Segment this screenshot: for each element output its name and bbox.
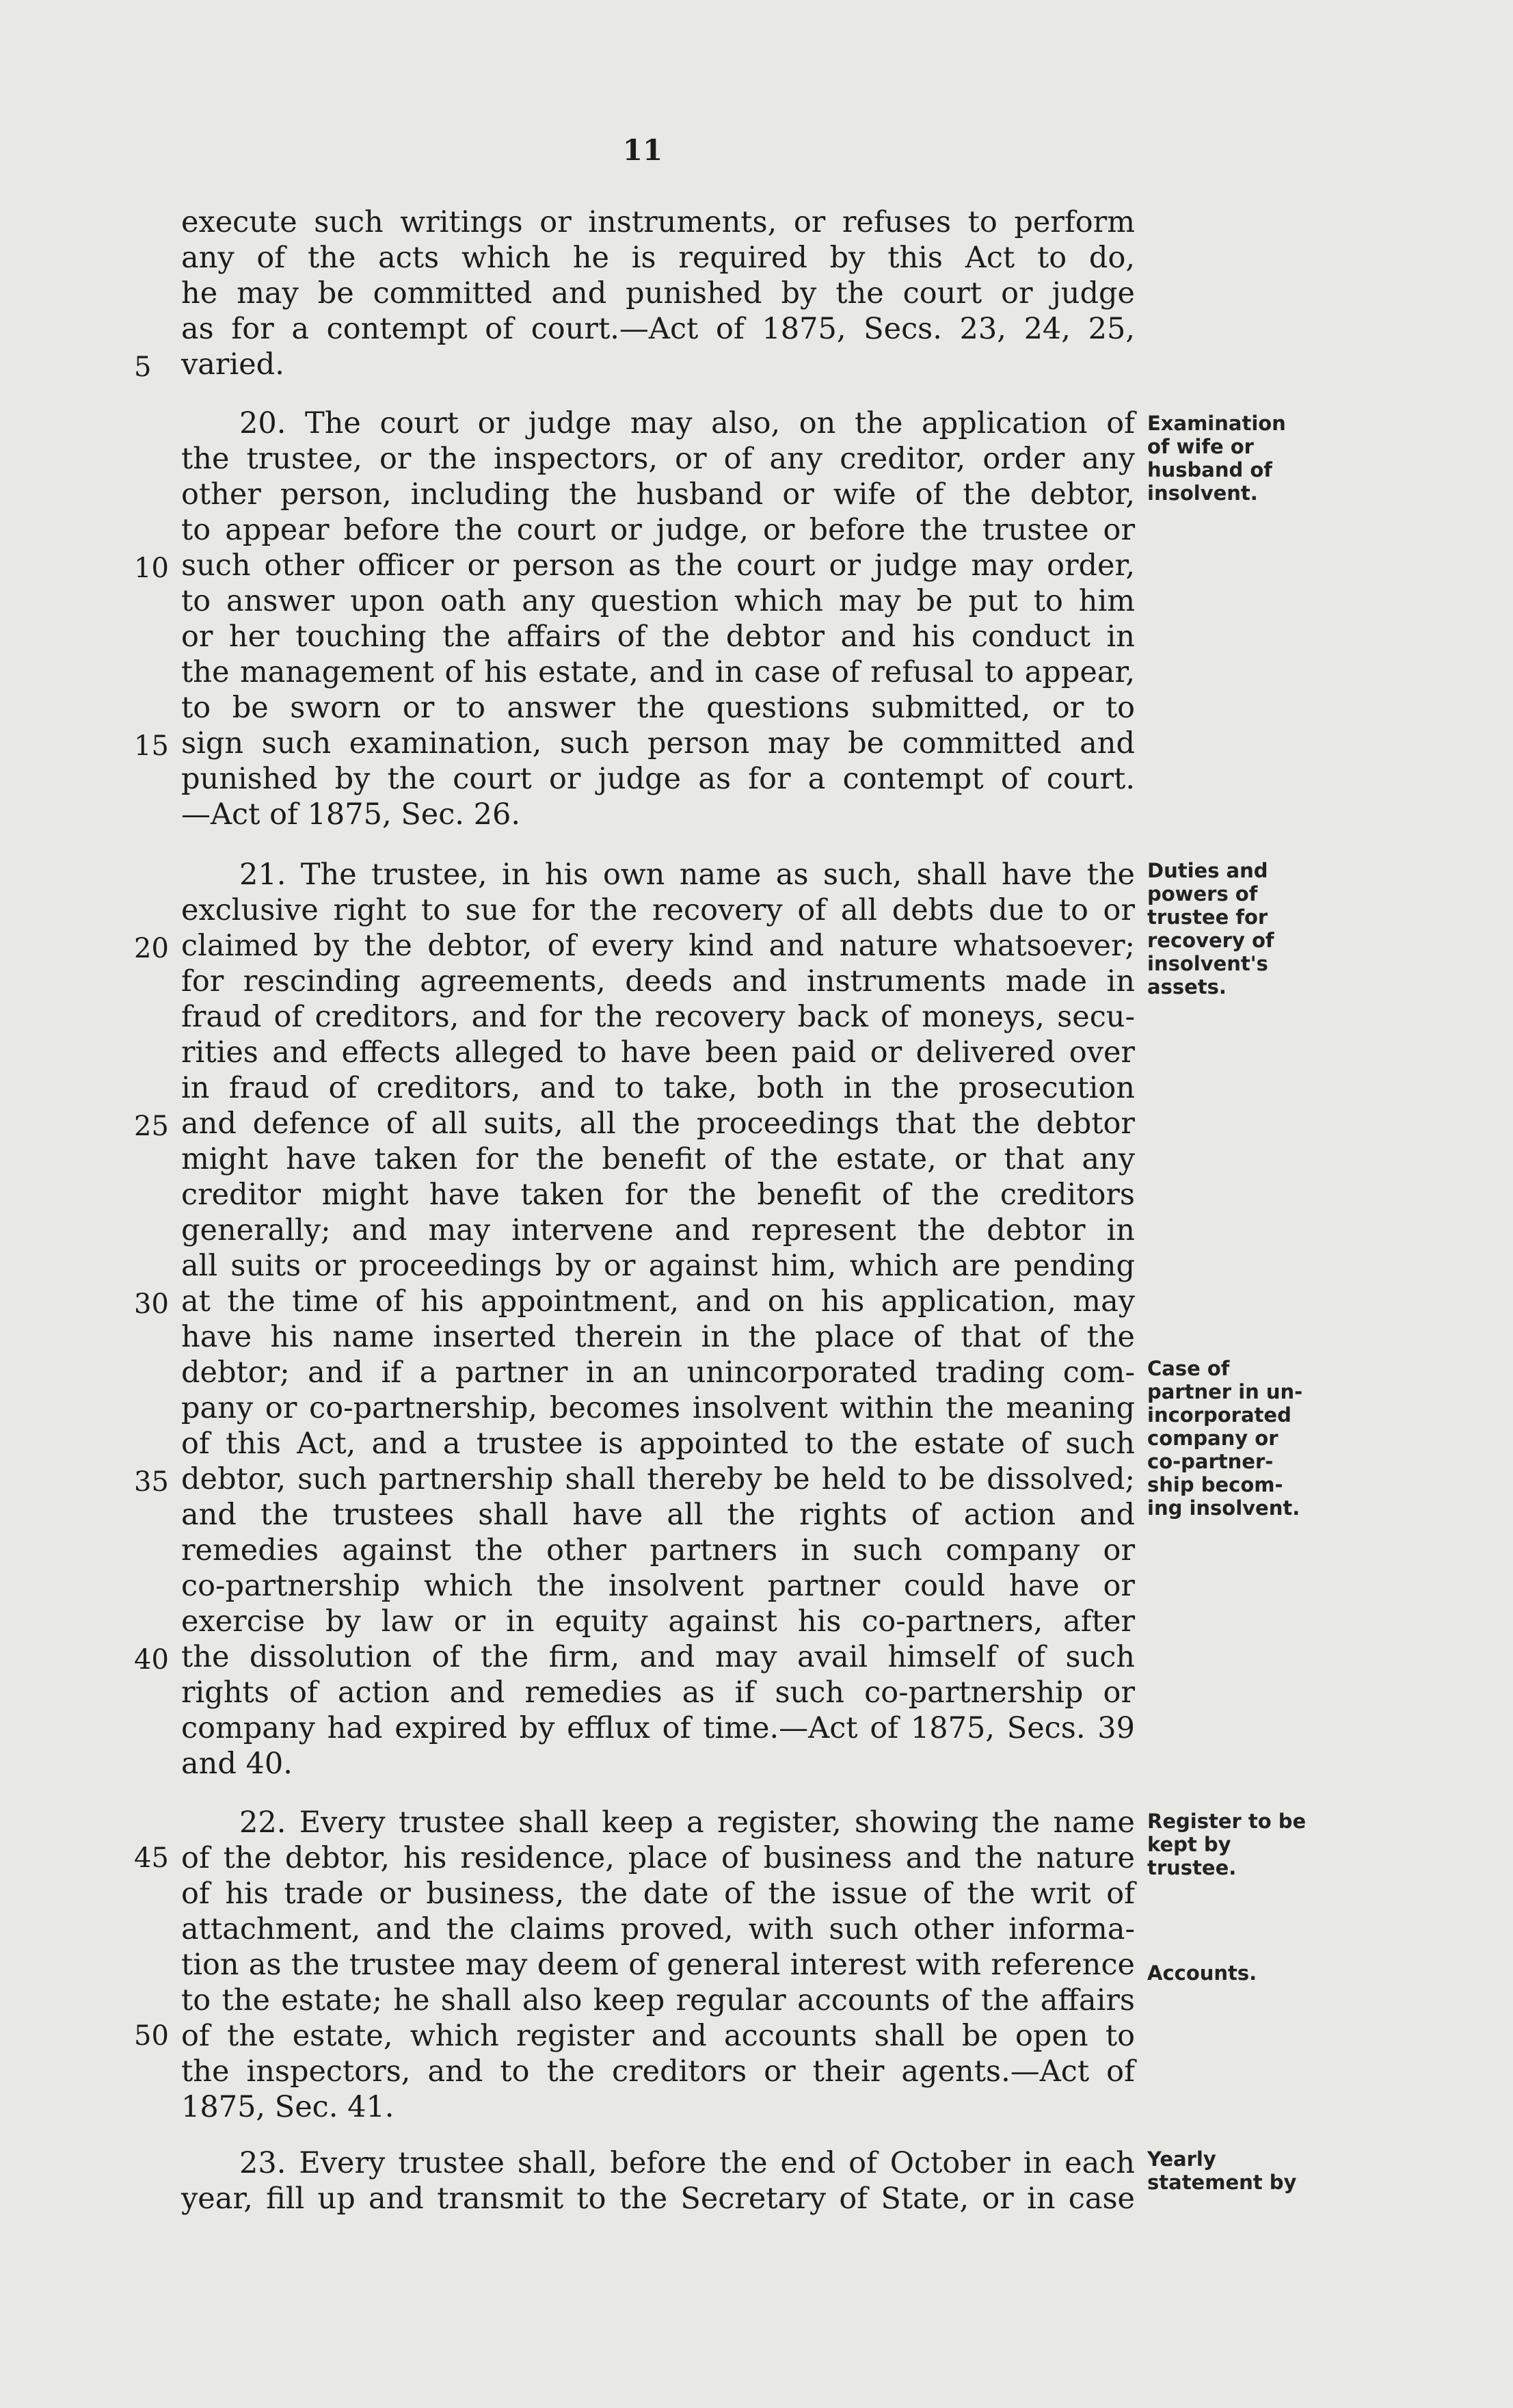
text-line: company had expired by efflux of time.—Act of 1875, Secs. 39 [181,1711,1135,1745]
text-line: to answer upon oath any question which may be put to him [181,584,1135,618]
section-22-first-line: 22. Every trustee shall keep a register, showing the name [239,1805,1135,1840]
text-line: in fraud of creditors, and to take, both in the prosecution [181,1071,1135,1105]
text-line: for rescinding agreements, deeds and instruments made in [181,964,1135,998]
section-20-first-line: 20. The court or judge may also, on the application of [239,406,1135,440]
text-line: he may be committed and punished by the court or judge [181,276,1135,310]
text-line: at the time of his appointment, and on his application, may [181,1284,1135,1319]
text-line: generally; and may intervene and represent the debtor in [181,1213,1135,1247]
line-number: 40 [134,1644,169,1676]
text-line: to the estate; he shall also keep regular accounts of the affairs [181,1983,1135,2017]
marginal-note-examination: Examination of wife or husband of insolvent. [1147,412,1286,505]
text-line: to appear before the court or judge, or before the trustee or [181,513,1135,547]
text-line: the management of his estate, and in case of refusal to appear, [181,655,1135,689]
text-line: 1875, Sec. 41. [181,2090,394,2124]
text-line: —Act of 1875, Sec. 26. [181,797,521,832]
text-line: rights of action and remedies as if such co-partnership or [181,1676,1135,1710]
text-line: sign such examination, such person may be committed and [181,726,1135,760]
marginal-note-register: Register to be kept by trustee. [1147,1810,1307,1879]
marginal-note-yearly: Yearly statement by [1147,2147,1297,2194]
text-line: debtor; and if a partner in an unincorporated trading com- [181,1355,1135,1390]
text-line: other person, including the husband or wife of the debtor, [181,477,1135,512]
text-line: of his trade or business, the date of the issue of the writ of [181,1877,1135,1911]
text-line: all suits or proceedings by or against him, which are pending [181,1249,1135,1283]
text-line: punished by the court or judge as for a contempt of court. [181,762,1135,796]
text-line: co-partnership which the insolvent partner could have or [181,1569,1135,1603]
text-line: any of the acts which he is required by this Act to do, [181,241,1135,275]
line-number: 45 [134,1842,169,1874]
page-number: 11 [622,133,663,167]
marginal-note-partner: Case of partner in un- incorporated company or co-partner- ship becom- ing insolvent. [1147,1357,1303,1520]
text-line: debtor, such partnership shall thereby be held to be dissolved; [181,1462,1135,1496]
text-line: such other officer or person as the court or judge may order, [181,548,1135,583]
text-line: the inspectors, and to the creditors or their agents.—Act of [181,2054,1135,2089]
text-line: execute such writings or instruments, or refuses to perform [181,205,1135,239]
marginal-note-accounts: Accounts. [1147,1961,1257,1985]
text-line: creditor might have taken for the benefit of the creditors [181,1178,1135,1212]
text-line: to be sworn or to answer the questions submitted, or to [181,691,1135,725]
text-line: of the estate, which register and accounts shall be open to [181,2019,1135,2053]
line-number: 35 [134,1466,169,1498]
text-line: the trustee, or the inspectors, or of any creditor, order any [181,442,1135,476]
text-line: tion as the trustee may deem of general interest with reference [181,1948,1135,1982]
text-line: pany or co-partnership, becomes insolvent within the meaning [181,1391,1135,1425]
text-line: the dissolution of the firm, and may avail himself of such [181,1640,1135,1674]
text-line: of the debtor, his residence, place of business and the nature [181,1841,1135,1875]
text-line: rities and effects alleged to have been paid or delivered over [181,1035,1135,1070]
text-line: varied. [181,347,284,382]
line-number: 25 [134,1111,169,1142]
text-line: remedies against the other partners in such company or [181,1533,1135,1567]
section-21-first-line: 21. The trustee, in his own name as such, shall have the [239,858,1135,892]
line-number: 50 [134,2020,169,2052]
text-line: exercise by law or in equity against his co-partners, after [181,1604,1135,1639]
marginal-note-duties: Duties and powers of trustee for recovery of insolvent's assets. [1147,859,1274,998]
text-line: or her touching the affairs of the debtor and his conduct in [181,620,1135,654]
line-number: 10 [134,553,169,584]
text-line: of this Act, and a trustee is appointed to the estate of such [181,1427,1135,1461]
line-number: 30 [134,1288,169,1320]
text-line: exclusive right to sue for the recovery of all debts due to or [181,893,1135,927]
text-line: and defence of all suits, all the proceedings that the debtor [181,1107,1135,1141]
line-number: 15 [134,730,169,762]
text-line: claimed by the debtor, of every kind and nature whatsoever; [181,929,1135,963]
text-line: as for a contempt of court.—Act of 1875, Secs. 23, 24, 25, [181,312,1135,346]
text-line: fraud of creditors, and for the recovery back of moneys, secu- [181,1000,1135,1034]
text-line: attachment, and the claims proved, with such other informa- [181,1912,1135,1946]
section-23-first-line: 23. Every trustee shall, before the end of October in each [239,2146,1135,2180]
text-line: have his name inserted therein in the place of that of the [181,1320,1135,1354]
text-line: might have taken for the benefit of the estate, or that any [181,1142,1135,1176]
line-number: 20 [134,933,169,964]
line-number: 5 [134,352,152,383]
text-line: and the trustees shall have all the rights of action and [181,1498,1135,1532]
text-line: and 40. [181,1747,293,1781]
text-line: year, fill up and transmit to the Secretary of State, or in case [181,2182,1135,2216]
